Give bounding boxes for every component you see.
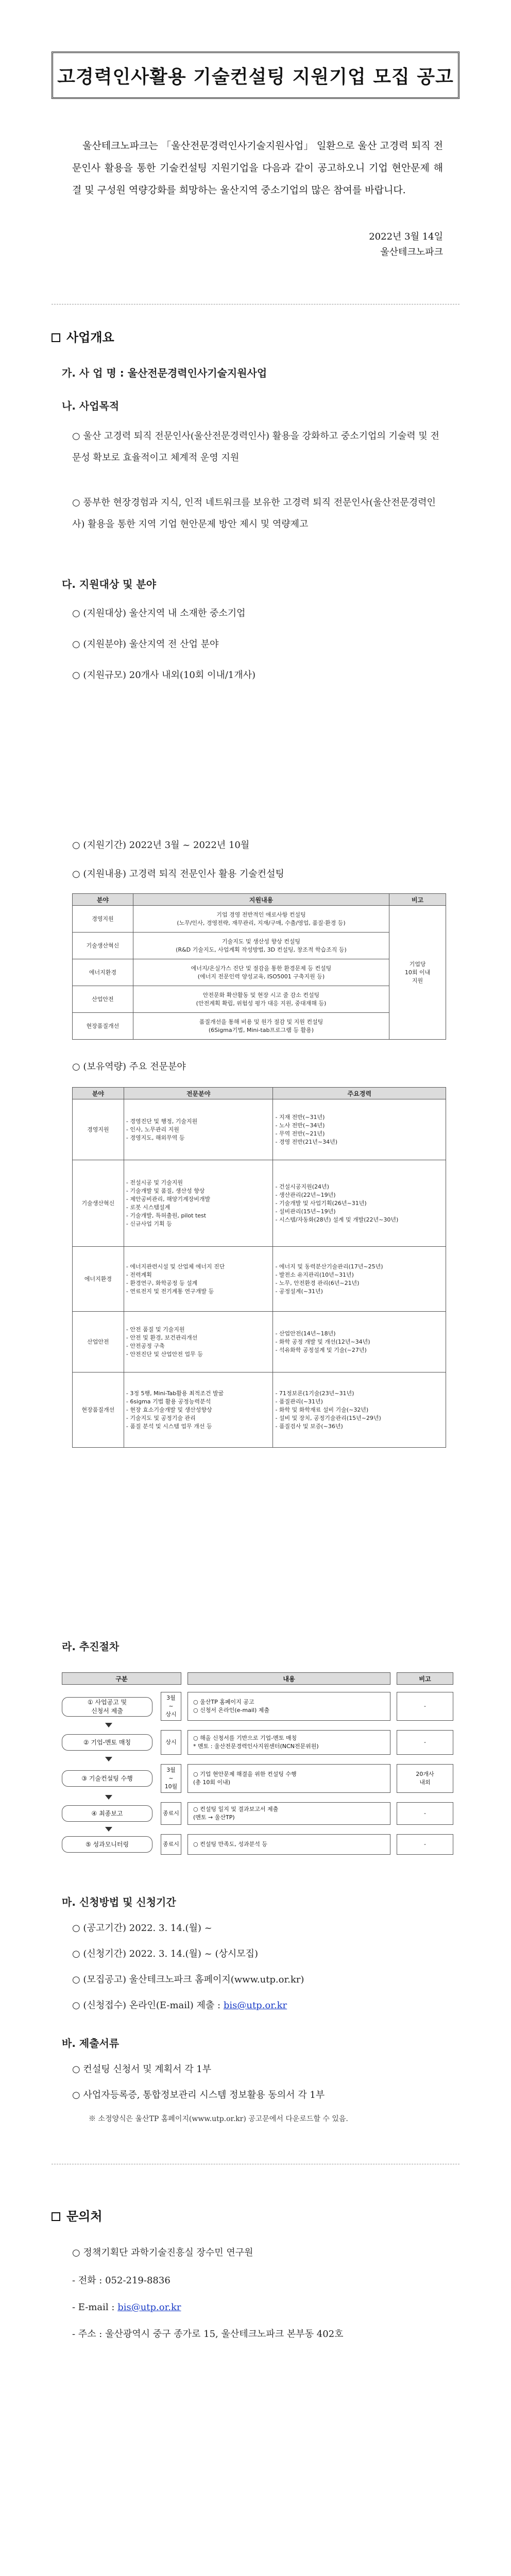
- table-cell: - 경영진단 및 행정, 기술지원 - 인사, 노무관리 지원 - 경영지도, 해외무역 등: [124, 1099, 273, 1160]
- purpose-item: ○ 울산 고경력 퇴직 전문인사(울산전문경력인사) 활용을 강화하고 중소기업의 기술력 및 전문성 확보로 효율적이고 체계적 운영 지원: [72, 431, 439, 463]
- purpose-item: ○ 풍부한 현장경험과 지식, 인적 네트워크를 보유한 고경력 퇴직 전문인사(울산전문경력인사) 활용을 통한 지역 기업 현안문제 방안 제시 및 역량제고: [72, 497, 436, 530]
- table-cell: 기업 경영 전반적인 애로사항 컨설팅 (노무/인사, 경영전략, 재무관리, 지재/구매, 수출/영업, 품질·환경 등): [133, 906, 389, 933]
- contact-heading: 문의처: [52, 2206, 103, 2224]
- column-header: 비고: [397, 1672, 453, 1685]
- table-cell: 기업당 10회 이내 지원: [389, 906, 446, 1040]
- column-header: 구분: [62, 1672, 181, 1685]
- process-step: [62, 1834, 453, 1855]
- table-cell: - 3정 5행, Mini-Tab활용 최적조건 발굴 - 6sigma 기법 활용 공정능력분석 - 현장 효소기술개발 및 생산성향상 - 기술지도 및 공정기술 관리 - 품질 분석 및 시스템 업무 개선 등: [124, 1372, 273, 1448]
- table-cell: 기술생산혁신: [73, 1160, 124, 1247]
- table-row: [73, 906, 446, 933]
- step-title: ⑤ 성과모니터링: [62, 1836, 152, 1853]
- docs-item: ○ 컨설팅 신청서 및 계획서 각 1부: [72, 2064, 212, 2075]
- notice-date: 2022년 3월 14일: [369, 231, 443, 242]
- column-header: 내용: [188, 1672, 390, 1685]
- step-note: 20개사 내외: [397, 1764, 453, 1793]
- step-content: ○ 컨설팅 일지 및 결과보고서 제출 (멘토 → 울산TP): [188, 1802, 390, 1825]
- step-content: ○ 울산TP 홈페이지 공고 ○ 신청서 온라인(e-mail) 제출: [188, 1692, 390, 1721]
- column-header: 분야: [73, 1088, 124, 1099]
- table-cell: 기술생산혁신: [73, 933, 133, 959]
- square-bullet-icon: [52, 333, 60, 342]
- step-period: 종료시: [161, 1834, 181, 1855]
- table-cell: 안전문화 확산활동 및 현장 시고 줄 감소 컨설팅 (안전계획 확립, 위험성 평가 대응 지원, 중대재해 등): [133, 986, 389, 1013]
- step-title: ② 기업-멘토 매칭: [62, 1734, 152, 1751]
- apply-item: ○ (신청기간) 2022. 3. 14.(월) ~ (상시모집): [72, 1948, 259, 1959]
- step-period: 종료시: [161, 1802, 181, 1825]
- column-header: 주요경력: [273, 1088, 446, 1099]
- notice-date-block: [369, 229, 443, 260]
- docs-note: ※ 소정양식은 울산TP 홈페이지(www.utp.or.kr) 공고문에서 다운로드할 수 있음.: [89, 2115, 348, 2123]
- column-header: 전문분야: [124, 1088, 273, 1099]
- step-content: ○ 해올 신청서를 기반으로 기업-멘토 매칭 * 멘토 : 울산전문경력인사지원센터(NCN전문위원): [188, 1730, 390, 1755]
- table-cell: 산업안전: [73, 986, 133, 1013]
- down-arrow-icon: [105, 1723, 112, 1727]
- table-cell: 경영지원: [73, 906, 133, 933]
- table-cell: - 지재 전반(~31년) - 노사 전반(~34년) - 무역 전반(~21년) - 경영 전반(21년~34년): [273, 1099, 446, 1160]
- contact-email-link[interactable]: bis@utp.or.kr: [117, 2302, 181, 2313]
- table-cell: 현장품질개선: [73, 1013, 133, 1040]
- table-cell: 기술지도 및 생산성 향상 컨설팅 (R&D 기술지도, 사업계획 작성방법, 3D 컨설팅, 창조적 학습조직 등): [133, 933, 389, 959]
- table-cell: 경영지원: [73, 1099, 124, 1160]
- contact-address: - 주소 : 울산광역시 중구 종가로 15, 울산테크노파크 본부동 402호: [72, 2329, 344, 2340]
- down-arrow-icon: [105, 1827, 112, 1832]
- project-name: 가. 사 업 명 : 울산전문경력인사기술지원사업: [62, 367, 267, 379]
- column-header: 지원내용: [133, 894, 389, 906]
- process-flow: [62, 1672, 453, 1858]
- table-cell: 산업안전: [73, 1312, 124, 1372]
- table-row: [73, 1247, 446, 1312]
- table-cell: - 전설시공 및 기술지원 - 기술개발 및 품질, 생산성 향상 - 제안공비관리, 해양기계장비개발 - 로봇 시스템설계 - 기술개발, 특허출원, pilot test - 신규사업 기획 등: [124, 1160, 273, 1247]
- contact-email-row: - E-mail : bis@utp.or.kr: [72, 2302, 181, 2313]
- table-row: [73, 1099, 446, 1160]
- process-step: [62, 1730, 453, 1755]
- table-row: [73, 1312, 446, 1372]
- table-row: [73, 1160, 446, 1247]
- step-content: ○ 컨설팅 만족도, 성과분석 등: [188, 1834, 390, 1855]
- step-title: ③ 기술컨설팅 수행: [62, 1770, 152, 1787]
- field-label: ○ (보유역량) 주요 전문분야: [72, 1061, 186, 1072]
- step-period: 3월 ~ 10월: [161, 1764, 181, 1793]
- step-title: ① 사업공고 및 신청서 제출: [62, 1697, 152, 1717]
- target-item: ○ (지원분야) 울산지역 전 산업 분야: [72, 639, 219, 650]
- support-table: [72, 893, 446, 1040]
- period-item: ○ (지원기간) 2022년 3월 ~ 2022년 10월: [72, 840, 250, 851]
- table-cell: 에너지환경: [73, 959, 133, 986]
- process-step: [62, 1802, 453, 1825]
- apply-email-link[interactable]: bis@utp.or.kr: [223, 2000, 287, 2011]
- process-step: [62, 1692, 453, 1721]
- intro-paragraph: 울산테크노파크는 「울산전문경력인사기술지원사업」 일환으로 울산 고경력 퇴직 전문인사 활용을 통한 기술컨설팅 지원기업을 다음과 같이 공고하오니 기업 현안문제 해결 및 구성원 역량강화를 희망하는 울산지역 중소기업의 많은 참여를 바랍니다.: [72, 140, 443, 196]
- table-cell: 품질개선을 통해 비용 및 원가 절감 및 지원 컨설팅 (6Sigma기법, Mini-tab프로그램 등 활용): [133, 1013, 389, 1040]
- docs-label: 바. 제출서류: [62, 2037, 120, 2049]
- column-header: 분야: [73, 894, 133, 906]
- table-cell: 현장품질개선: [73, 1372, 124, 1448]
- step-title: ④ 최종보고: [62, 1805, 152, 1822]
- table-cell: 에너지환경: [73, 1247, 124, 1312]
- process-step: [62, 1764, 453, 1793]
- table-cell: - 산업안전(14년~18년) - 화학 공정 개발 및 개선(12년~34년) - 석유화학 공정설계 및 기술(~27년): [273, 1312, 446, 1372]
- table-header-row: [73, 1088, 446, 1099]
- step-note: -: [397, 1692, 453, 1721]
- step-period: 3월 ~ 상시: [161, 1692, 181, 1721]
- docs-item: ○ 사업자등록증, 통합정보관리 시스템 정보활용 동의서 각 1부: [72, 2090, 325, 2100]
- square-bullet-icon: [52, 2212, 60, 2221]
- expertise-table: [72, 1087, 446, 1448]
- table-row: [73, 1372, 446, 1448]
- step-note: -: [397, 1802, 453, 1825]
- target-item: ○ (지원규모) 20개사 내외(10회 이내/1개사): [72, 670, 256, 681]
- table-cell: - 71정보론(1기술(23년~31년) - 품질관리(~31년) - 화학 및 화학재료 설비 기술(~32년) - 설비 및 장치, 공정기술관리(15년~29년) - 품질검사 및 보증(~36년): [273, 1372, 446, 1448]
- column-header: 비고: [389, 894, 446, 906]
- contact-item: ○ 정책기획단 과학기술진흥실 장수민 연구원: [72, 2247, 253, 2258]
- step-content: ○ 기업 현안문제 해결을 위한 컨설팅 수행 (총 10회 이내): [188, 1764, 390, 1793]
- apply-item: ○ (모집공고) 울산테크노파크 홈페이지(www.utp.or.kr): [72, 1974, 304, 1985]
- down-arrow-icon: [105, 1757, 112, 1761]
- content-item: ○ (지원내용) 고경력 퇴직 전문인사 활용 기술컨설팅: [72, 869, 284, 879]
- process-label: 라. 추진절차: [62, 1640, 120, 1653]
- target-item: ○ (지원대상) 울산지역 내 소재한 중소기업: [72, 608, 246, 619]
- page-title: 고경력인사활용 기술컨설팅 지원기업 모집 공고: [52, 52, 459, 99]
- notice-org: 울산테크노파크: [380, 247, 443, 258]
- table-cell: - 에너지관련시설 및 산업체 에너지 진단 - 전력계획 - 환경연구, 화학공정 등 설계 - 연료전지 및 전기계통 연구개발 등: [124, 1247, 273, 1312]
- table-cell: 에너지/온실가스 진단 및 절감을 통한 환경문제 등 컨설팅 (에너지 전문인력 양성교육, ISO5001 구축지원 등): [133, 959, 389, 986]
- apply-item: ○ (공고기간) 2022. 3. 14.(월) ~: [72, 1923, 212, 1934]
- table-cell: - 에너지 및 동력분산기술관리(17년~25년) - 발전소 유지관리(10년~31년) - 노무, 안전환경 관리(6년~21년) - 공정설계(~31년): [273, 1247, 446, 1312]
- purpose-label: 나. 사업목적: [62, 400, 120, 412]
- table-cell: - 건설시공지원(24년) - 생산관리(22년~19년) - 기술개발 및 사업기획(26년~31년) - 설비관리(15년~19년) - 시스템/자동화(28년) 설계 및 개발(22년~30년): [273, 1160, 446, 1247]
- target-label: 다. 지원대상 및 분야: [62, 578, 157, 590]
- step-note: -: [397, 1834, 453, 1855]
- apply-label: 마. 신청방법 및 신청기간: [62, 1896, 176, 1908]
- down-arrow-icon: [105, 1795, 112, 1800]
- apply-item-email: ○ (신청접수) 온라인(E-mail) 제출 : bis@utp.or.kr: [72, 2000, 287, 2011]
- step-period: 상시: [161, 1730, 181, 1755]
- step-note: -: [397, 1730, 453, 1755]
- table-header-row: [73, 894, 446, 906]
- contact-phone: - 전화 : 052-219-8836: [72, 2275, 171, 2286]
- table-cell: - 안전 품질 및 기술지원 - 안전 및 환경, 보건관리개선 - 안전공정 구축 - 안전진단 및 산업안전 업무 등: [124, 1312, 273, 1372]
- overview-heading: 사업개요: [52, 327, 114, 345]
